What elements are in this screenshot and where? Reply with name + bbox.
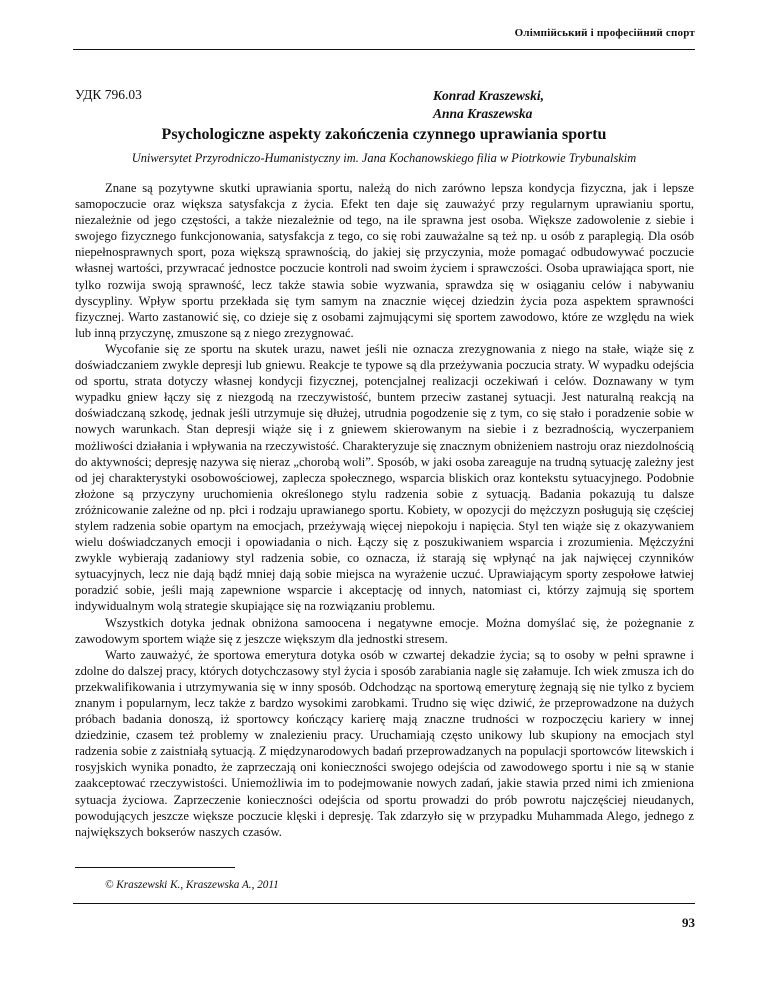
udk-code: УДК 796.03 bbox=[75, 87, 142, 102]
footer-rule bbox=[73, 903, 695, 904]
body-paragraph: Wszystkich dotyka jednak obniżona samoocena i negatywne emocje. Można domyślać się, że pożegnanie z zawodowym sportem wiąże się z jeszcze większym dla jednostki stresem. bbox=[75, 615, 694, 646]
footnote-rule bbox=[75, 867, 235, 868]
author-name: Anna Kraszewska bbox=[433, 106, 533, 121]
body-paragraph: Warto zauważyć, że sportowa emerytura dotyka osób w czwartej dekadzie życia; są to osoby w pełni sprawne i zdolne do dalszej pracy, których dotychczasowy styl życia i sposób zarabiania nagle się załamuje. Ich wiek zmusza ich do przekwalifikowania i utrzymywania się w inny sposób. Odchodząc na sportową emeryturę żegnają się nie tylko z byciem znanym i popularnym, lecz także z bardzo wysokimi zarobkami. Trudno się więc dziwić, że przeprowadzone na dużych próbach badania donoszą, iż sportowcy kończący karierę mają znaczne trudności w rozpoczęciu kariery w innej dziedzinie, czasem też problemy w znalezieniu pracy. Uruchamiają często unikowy lub skupiony na emocjach styl radzenia sobie z zaistniałą sytuacją. Z międzynarodowych badań przeprowadzanych na populacji sportowców litewskich i rosyjskich wynika ponadto, że zaprzeczają oni konieczności swojego odejścia od zawodowego sportu i nie są w stanie zaakceptować rzeczywistości. Uniemożliwia im to podejmowanie nowych zadań, jakie stawia przed nimi ich zmieniona sytuacja życiowa. Zaprzeczenie konieczności odejścia od sportu prowadzi do prób powrotu najczęściej nieudanych, powodujących jeszcze większe poczucie klęski i depresję. Tak zdarzyło się w przypadku Muhammada Alego, jednego z największych bokserów naszych czasów. bbox=[75, 647, 694, 839]
body-paragraph: Znane są pozytywne skutki uprawiania sportu, należą do nich zarówno lepsza kondycja fizyczna, jak i lepsze samopoczucie oraz większa satysfakcja z życia. Efekt ten daje się zauważyć przy regularnym uprawianiu sportu, niezależnie od jego częstości, a także niezależnie od tego, na ile sprawna jest osoba. Większe zadowolenie z siebie i swojego fizycznego funkcjonowania, satysfakcja z tego, co się robi zauważalne są też np. u osób z paraplegią. Dla osób niepełnosprawnych sport, poza większą sprawnością, do jakiej się przyczynia, może pomagać odbudowywać poczucie własnej wartości, przywracać jednostce poczucie kontroli nad swoim życiem i sprawczości. Osoba uprawiająca sport, nie tylko rozwija swoją sprawność, lecz także stawia sobie wyzwania, sprawdza się w osiąganiu celów i nabywaniu dyscypliny. Wpływ sportu przekłada się tym samym na znacznie więcej dziedzin życia poza aspektem sprawności fizycznej. Warto zastanowić się, co dzieje się z osobami zajmującymi się sportem zawodowo, które ze względu na wiek lub inną przyczynę, zmuszone są z niego zrezygnować. bbox=[75, 181, 694, 340]
running-head: Олімпійський і професійний спорт bbox=[514, 27, 695, 39]
body-paragraph: Wycofanie się ze sportu na skutek urazu, nawet jeśli nie oznacza zrezygnowania z niego na stałe, wiąże się z doświadczaniem zwykle depresji lub gniewu. Reakcje te typowe są dla przeżywania poczucia straty. W wypadku odejścia od sportu, strata dotyczy własnej kondycji fizycznej, potencjalnej realizacji oczekiwań i celów. Doznawany w tym wypadku gniew łączy się z niezgodą na rzeczywistość, buntem przeciw zastanej sytuacji. Jest naturalną reakcją na doświadczaną szkodę, jednak jeśli utrzymuje się dłużej, utrudnia pogodzenie się z tym, co się stało i poradzenie sobie w nowych warunkach. Stan depresji wiąże się i z gniewem skierowanym na siebie i z bezradnością, wyczerpaniem możliwości działania i wpływania na rzeczywistość. Charakteryzuje się znacznym obniżeniem nastroju oraz niezdolnością do aktywności; depresję nazywa się nieraz „chorobą woli”. Sposób, w jaki osoba zareaguje na trudną sytuację zależny jest od jej charakterystyki osobowościowej, zaplecza społecznego, wsparcia bliskich oraz kontekstu sytuacyjnego. Podobnie złożone są przyczyny uruchomienia określonego stylu radzenia sobie z sytuacją. Badania pokazują tu dalsze zróżnicowanie zależne od np. płci i rodzaju uprawianego sportu. Kobiety, w opozycji do mężczyzn posługują się częściej stylem radzenia sobie opartym na emocjach, przeżywają więcej niepokoju i napięcia. Styl ten wiąże się z okazywaniem wielu doświadczanych emocji i opowiadania o nich. Łączy się z poszukiwaniem wsparcia i zrozumienia. Mężczyźni zwykle wybierają zadaniowy styl radzenia sobie, co oznacza, iż starają się wpłynąć na jak najwięcej czynników sytuacyjnych, lecz nie dają bądź mniej dają sobie miejsca na wyrażenie uczuć. Uprawiającym sporty zespołowe łatwiej poradzić sobie, jeśli mają zapewnione wsparcie i akceptację od innych, natomiast ci, którzy zajmują się sportem indywidualnym wolą strategie skupiające się na rozwiązaniu problemu. bbox=[75, 341, 694, 614]
affiliation: Uniwersytet Przyrodniczo-Humanistyczny im. Jana Kochanowskiego filia w Piotrkowie Trybunalskim bbox=[131, 151, 637, 165]
article-title: Psychologiczne aspekty zakończenia czynnego uprawiania sportu bbox=[161, 126, 607, 143]
header-rule bbox=[73, 49, 695, 50]
author-name: Konrad Kraszewski, bbox=[433, 88, 545, 103]
page-number: 93 bbox=[682, 915, 695, 930]
article-body bbox=[75, 180, 694, 840]
author-block bbox=[433, 87, 544, 123]
copyright-footnote: © Kraszewski K., Kraszewska A., 2011 bbox=[105, 879, 279, 891]
